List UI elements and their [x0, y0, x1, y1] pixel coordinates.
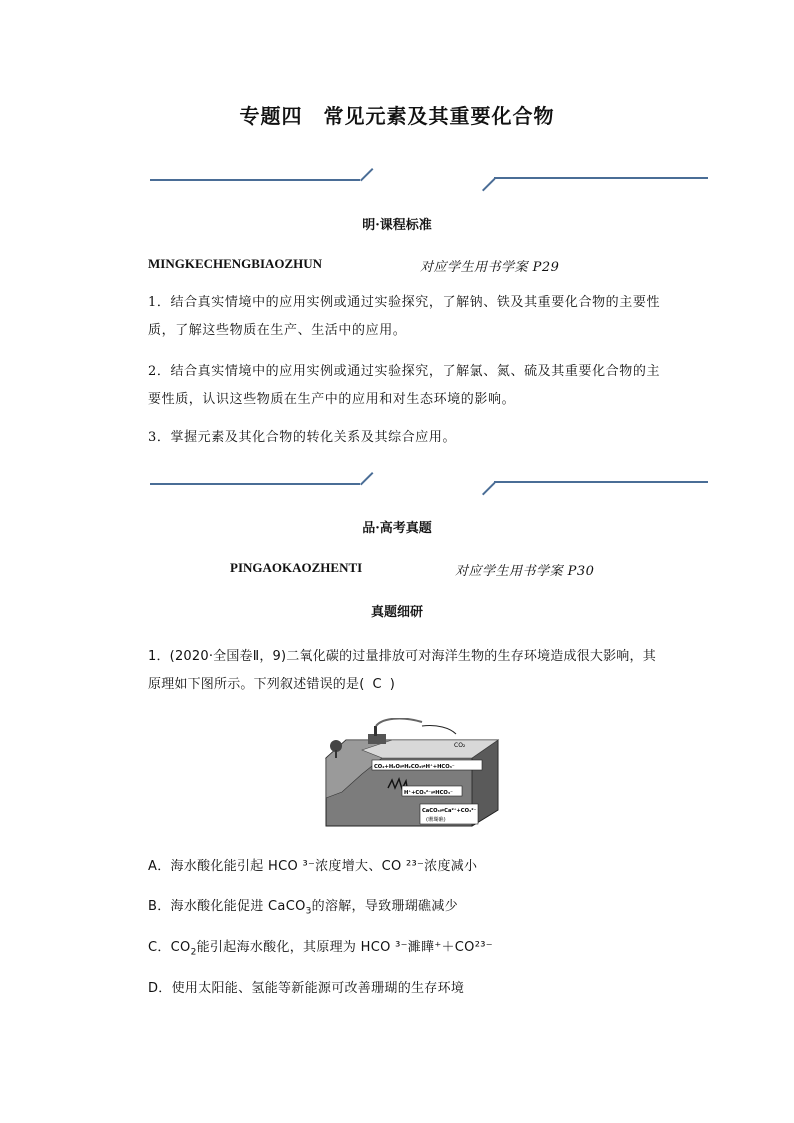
equation-3: CaCO₃⇌Ca²⁺+CO₃²⁻ [422, 808, 477, 814]
section-pinyin: PINGAOKAOZHENTI [230, 560, 363, 575]
standard-item: 1．结合真实情境中的应用实例或通过实验探究，了解钠、铁及其重要化合物的主要性 质，了解这些物质在生产、生活中的应用。 [148, 295, 661, 338]
option-d: D．使用太阳能、氢能等新能源可改善珊瑚的生存环境 [148, 981, 465, 996]
coral-label: (珊瑚礁) [426, 817, 446, 823]
page-title: 专题四 常见元素及其重要化合物 [239, 104, 555, 128]
co2-label: CO₂ [454, 742, 466, 749]
option-c: C．$CO_2$能引起海水酸化，其原理为 HCO ³⁻濉瞱⁺＋CO²³⁻ [148, 940, 493, 958]
ocean-co2-figure [322, 718, 502, 830]
question-stem: 1．(2020·全国卷Ⅱ，9)二氧化碳的过量排放可对海洋生物的生存环境造成很大影响，其 原理如下图所示。下列叙述错误的是( C ) [148, 649, 656, 692]
subheading: 真题细研 [370, 605, 423, 620]
equation-2: H⁺+CO₃²⁻⇌HCO₃⁻ [404, 790, 453, 796]
section-heading: 明·课程标准 [362, 218, 432, 233]
option-b: B．海水酸化能促进 CaCO$_3$的溶解，导致珊瑚礁减少 [148, 899, 458, 917]
section-ref: 对应学生用书学案 P29 [420, 260, 560, 275]
ocean-diagram [322, 718, 502, 830]
option-a: A．海水酸化能引起 HCO ³⁻浓度增大、CO ²³⁻浓度减小 [148, 859, 478, 874]
section-pinyin: MINGKECHENGBIAOZHUN [148, 256, 323, 271]
standard-item: 2．结合真实情境中的应用实例或通过实验探究，了解氯、氮、硫及其重要化合物的主 要性质，认识这些物质在生产中的应用和对生态环境的影响。 [148, 364, 661, 407]
answer-mark: C [372, 677, 382, 692]
equation-1: CO₂+H₂O⇌H₂CO₃⇌H⁺+HCO₃⁻ [374, 764, 455, 770]
section-ref: 对应学生用书学案 P30 [455, 564, 595, 579]
section-heading: 品·高考真题 [362, 521, 432, 536]
standard-item: 3．掌握元素及其化合物的转化关系及其综合应用。 [148, 430, 457, 445]
